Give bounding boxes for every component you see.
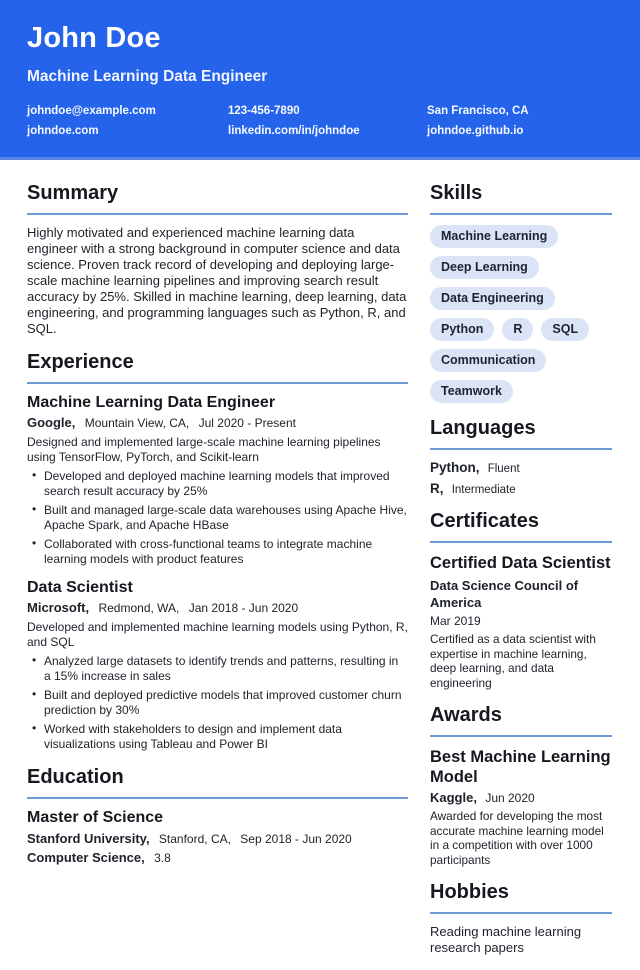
- job-dates: Jan 2018 - Jun 2020: [188, 601, 299, 615]
- section-languages: [430, 417, 612, 496]
- award-date: Jun 2020: [485, 791, 535, 805]
- award-description: Awarded for developing the most accurate machine learning model in a competition with over 1000 participants: [430, 809, 604, 867]
- skill-pill: Data Engineering: [430, 287, 555, 310]
- resume-header: [0, 0, 640, 160]
- contact-column-2: [228, 101, 427, 141]
- job-bullet: • Collaborated with cross-functional teams to integrate machine learning models with product features: [27, 537, 408, 567]
- skill-pill: Machine Learning: [430, 225, 558, 248]
- skills-list: [430, 225, 612, 403]
- experience-entry: [27, 579, 408, 752]
- job-meta: [27, 415, 408, 430]
- job-title: Data Scientist: [27, 579, 133, 596]
- skill-pill: R: [502, 318, 533, 341]
- award-meta: [430, 790, 612, 805]
- skill-pill: SQL: [541, 318, 589, 341]
- job-meta: [27, 600, 408, 615]
- contact-email: johndoe@example.com: [27, 105, 156, 117]
- job-dates: Jul 2020 - Present: [198, 416, 296, 430]
- award-issuer: Kaggle,: [430, 790, 477, 805]
- left-column: [27, 182, 408, 970]
- education-dates: Sep 2018 - Jun 2020: [240, 832, 352, 846]
- award-title: Best Machine Learning Model: [430, 748, 611, 786]
- award-entry: [430, 747, 612, 867]
- job-bullet: • Built and managed large-scale data warehouses using Apache Hive, Apache Spark, and Apache HBase: [27, 503, 408, 533]
- summary-heading: Summary: [27, 182, 408, 215]
- job-location: Redmond, WA,: [98, 601, 180, 615]
- job-description: Developed and implemented machine learning models using Python, R, and SQL: [27, 620, 408, 649]
- language-level: Fluent: [487, 463, 520, 475]
- languages-heading: Languages: [430, 417, 612, 450]
- job-description: Designed and implemented large-scale machine learning pipelines using TensorFlow, PyTorch, and Scikit-learn: [27, 435, 381, 464]
- language-level: Intermediate: [451, 484, 516, 496]
- section-awards: [430, 704, 612, 867]
- education-meta: [27, 831, 408, 846]
- education-major-line: [27, 850, 408, 865]
- job-bullet: • Worked with stakeholders to design and implement data visualizations using Tableau and Power BI: [27, 722, 408, 752]
- awards-heading: Awards: [430, 704, 612, 737]
- contact-github: johndoe.github.io: [427, 125, 524, 137]
- candidate-name: John Doe: [27, 22, 161, 54]
- contact-column-3: [427, 101, 612, 141]
- school-location: Stanford, CA,: [158, 832, 231, 846]
- education-heading: Education: [27, 766, 408, 799]
- education-gpa: 3.8: [154, 851, 171, 865]
- experience-heading: Experience: [27, 351, 408, 384]
- job-bullets: [27, 469, 408, 567]
- right-column: [430, 182, 612, 970]
- certificate-issuer: Data Science Council of America: [430, 578, 579, 610]
- resume-body: [0, 160, 640, 970]
- contact-website: johndoe.com: [27, 125, 99, 137]
- section-experience: [27, 351, 408, 752]
- contact-grid: [27, 101, 612, 141]
- school-name: Stanford University,: [27, 831, 150, 846]
- summary-text: Highly motivated and experienced machine learning data engineer with a strong background in computer science and data science. Proven track record of developing and deploying large-scale machine learning pipelines and improving search result accuracy by 25%. Skilled in machine learning, deep learning, data engineering, and programming languages such as Python, R, and SQL.: [27, 225, 407, 336]
- contact-linkedin: linkedin.com/in/johndoe: [228, 125, 360, 137]
- contact-location: San Francisco, CA: [427, 105, 529, 117]
- experience-entry: [27, 394, 408, 567]
- certificate-description: Certified as a data scientist with expertise in machine learning, deep learning, and data engineering: [430, 632, 596, 690]
- job-bullets: [27, 654, 408, 752]
- job-title: Machine Learning Data Engineer: [27, 394, 276, 411]
- job-company: Microsoft,: [27, 600, 90, 615]
- certificate-title: Certified Data Scientist: [430, 554, 611, 572]
- section-summary: [27, 182, 408, 337]
- hobbies-heading: Hobbies: [430, 881, 612, 914]
- education-major: Computer Science,: [27, 850, 145, 865]
- language-name: R,: [430, 481, 444, 496]
- certificates-heading: Certificates: [430, 510, 612, 543]
- skills-heading: Skills: [430, 182, 612, 215]
- candidate-title: Machine Learning Data Engineer: [27, 68, 268, 85]
- job-bullet: • Developed and deployed machine learning models that improved search result accuracy by 25%: [27, 469, 408, 499]
- certificate-date: Mar 2019: [430, 614, 481, 628]
- skill-pill: Python: [430, 318, 494, 341]
- section-hobbies: [430, 881, 612, 956]
- degree-title: Master of Science: [27, 809, 164, 826]
- section-skills: [430, 182, 612, 403]
- job-location: Mountain View, CA,: [84, 416, 190, 430]
- job-bullet: • Analyzed large datasets to identify trends and patterns, resulting in a 15% increase in sales: [27, 654, 408, 684]
- language-row: [430, 460, 612, 475]
- job-bullet: • Built and deployed predictive models that improved customer churn prediction by 30%: [27, 688, 408, 718]
- skill-pill: Teamwork: [430, 380, 513, 403]
- job-company: Google,: [27, 415, 76, 430]
- certificate-entry: [430, 553, 612, 690]
- skill-pill: Deep Learning: [430, 256, 539, 279]
- section-education: [27, 766, 408, 865]
- language-name: Python,: [430, 460, 480, 475]
- contact-phone: 123-456-7890: [228, 105, 300, 117]
- hobbies-text: Reading machine learning research papers: [430, 924, 582, 955]
- skill-pill: Communication: [430, 349, 546, 372]
- language-row: [430, 481, 612, 496]
- contact-column-1: [27, 101, 228, 141]
- section-certificates: [430, 510, 612, 690]
